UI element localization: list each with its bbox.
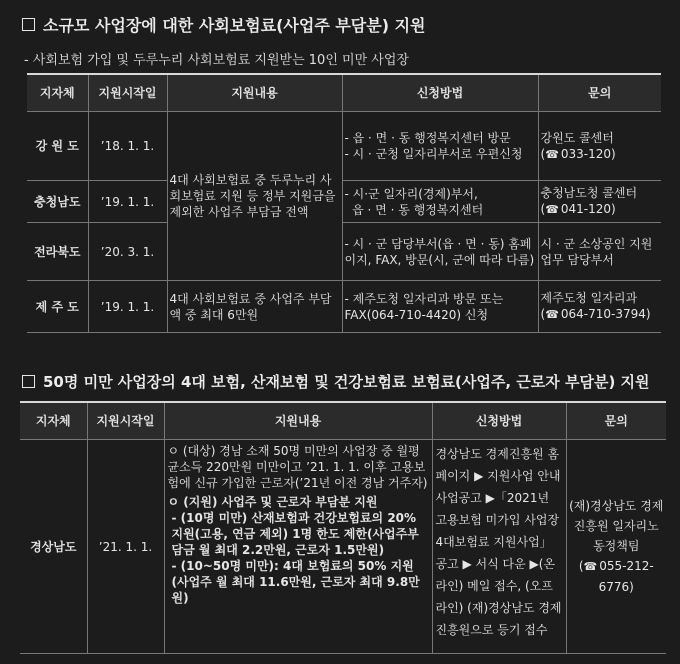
telephone-icon: ☎ (545, 147, 559, 161)
region-cell: 충청남도 (27, 181, 88, 223)
method-cell: - 읍 · 면 · 동 행정복지센터 방문 - 시 · 군청 일자리부서로 우편신청 (342, 112, 538, 181)
date-cell: ’20. 3. 1. (88, 223, 167, 281)
table-header-row (27, 74, 661, 112)
header-content: 지원내용 (164, 402, 432, 440)
table-row (27, 281, 661, 333)
telephone-icon: ☎ (583, 560, 598, 573)
table-row (27, 181, 661, 223)
content-10-50: - (10~50명 미만): 4대 보험료의 50% 지원(사업주 월 최대 11.6만원, 근로자 최대 9.8만원) (171, 559, 420, 605)
header-method: 신청방법 (432, 402, 566, 440)
header-contact: 문의 (566, 402, 666, 440)
support-table-small (27, 73, 661, 333)
date-cell: ’19. 1. 1. (88, 281, 167, 333)
content-target: ㅇ (대상) 경남 소재 50명 미만의 사업장 중 월평균소득 220만원 미만이고 ’21. 1. 1. 이후 고용보험에 신규 가입한 근로자(’21년 이전 경남 거주자) (167, 444, 428, 490)
contact-cell: (재)경상남도 경제진흥원 일자리노동정책팀 (☎ 055-212-6776) (566, 440, 666, 654)
content-cell: 4대 사회보험료 중 두루누리 사회보험료 지원 등 정부 지원금을 제외한 사업주 부담금 전액 (167, 112, 342, 281)
date-cell: ’18. 1. 1. (88, 112, 167, 181)
method-cell: - 시·군 일자리(경제)부서, 읍 · 면 · 동 행정복지센터 (342, 181, 538, 223)
date-cell: ’21. 1. 1. (87, 440, 164, 654)
table-row (20, 440, 666, 654)
contact-cell: 충청남도청 콜센터 (☎ 041-120) (538, 181, 661, 223)
region-cell: 경상남도 (20, 440, 87, 654)
contact-cell: 강원도 콜센터 (☎ 033-120) (538, 112, 661, 181)
telephone-icon: ☎ (545, 308, 559, 321)
telephone-icon: ☎ (545, 203, 559, 216)
method-cell: - 제주도청 일자리과 방문 또는 FAX(064-710-4420) 신청 (342, 281, 538, 333)
header-start-date: 지원시작일 (87, 402, 164, 440)
section1-title: 소규모 사업장에 대한 사회보험료(사업주 부담분) 지원 (22, 13, 426, 36)
date-cell: ’19. 1. 1. (88, 181, 167, 223)
section2-title: 50명 미만 사업장의 4대 보험, 산재보험 및 건강보험료 보험료(사업주, 근로자 부담분) 지원 (22, 371, 650, 392)
header-contact: 문의 (538, 74, 661, 112)
method-cell: - 시 · 군 담당부서(읍 · 면 · 동) 홈페이지, FAX, 방문(시, 군에 따라 다름) (342, 223, 538, 281)
header-start-date: 지원시작일 (88, 74, 167, 112)
header-region: 지자체 (27, 74, 88, 112)
table-row (27, 223, 661, 281)
contact-cell: 제주도청 일자리과 (☎ 064-710-3794) (538, 281, 661, 333)
region-cell: 제 주 도 (27, 281, 88, 333)
region-cell: 전라북도 (27, 223, 88, 281)
table-row (27, 112, 661, 181)
content-under-10: - (10명 미만) 산재보험과 건강보험료의 20% 지원(고용, 연금 제외) 1명 한도 제한(사업주부담금 월 최대 2.2만원, 근로자 1.5만원) (171, 511, 419, 557)
header-content: 지원내용 (167, 74, 342, 112)
table-header-row (20, 402, 666, 440)
region-cell: 강 원 도 (27, 112, 88, 181)
content-support: ㅇ (지원) 사업주 및 근로자 부담분 지원 (167, 495, 378, 509)
header-region: 지자체 (20, 402, 87, 440)
support-table-gyeongnam (20, 401, 666, 654)
content-cell (164, 440, 432, 654)
method-cell: 경상남도 경제진흥원 홈페이지 ▶ 지원사업 안내 사업공고 ▶「2021년 고용보험 미가입 사업장 4대보험료 지원사업」 공고 ▶ 서식 다운 ▶(온라인) 메일 접수, (오프라인) (재)경상남도 경제진흥원으로 등기 접수 (432, 440, 566, 654)
header-method: 신청방법 (342, 74, 538, 112)
checkbox-square-icon (22, 375, 35, 388)
section1-subtitle: - 사회보험 가입 및 두루누리 사회보험료 지원받는 10인 미만 사업장 (24, 53, 409, 68)
contact-cell: 시 · 군 소상공인 지원업무 담당부서 (538, 223, 661, 281)
checkbox-square-icon (22, 18, 35, 31)
content-cell: 4대 사회보험료 중 사업주 부담액 중 최대 6만원 (167, 281, 342, 333)
